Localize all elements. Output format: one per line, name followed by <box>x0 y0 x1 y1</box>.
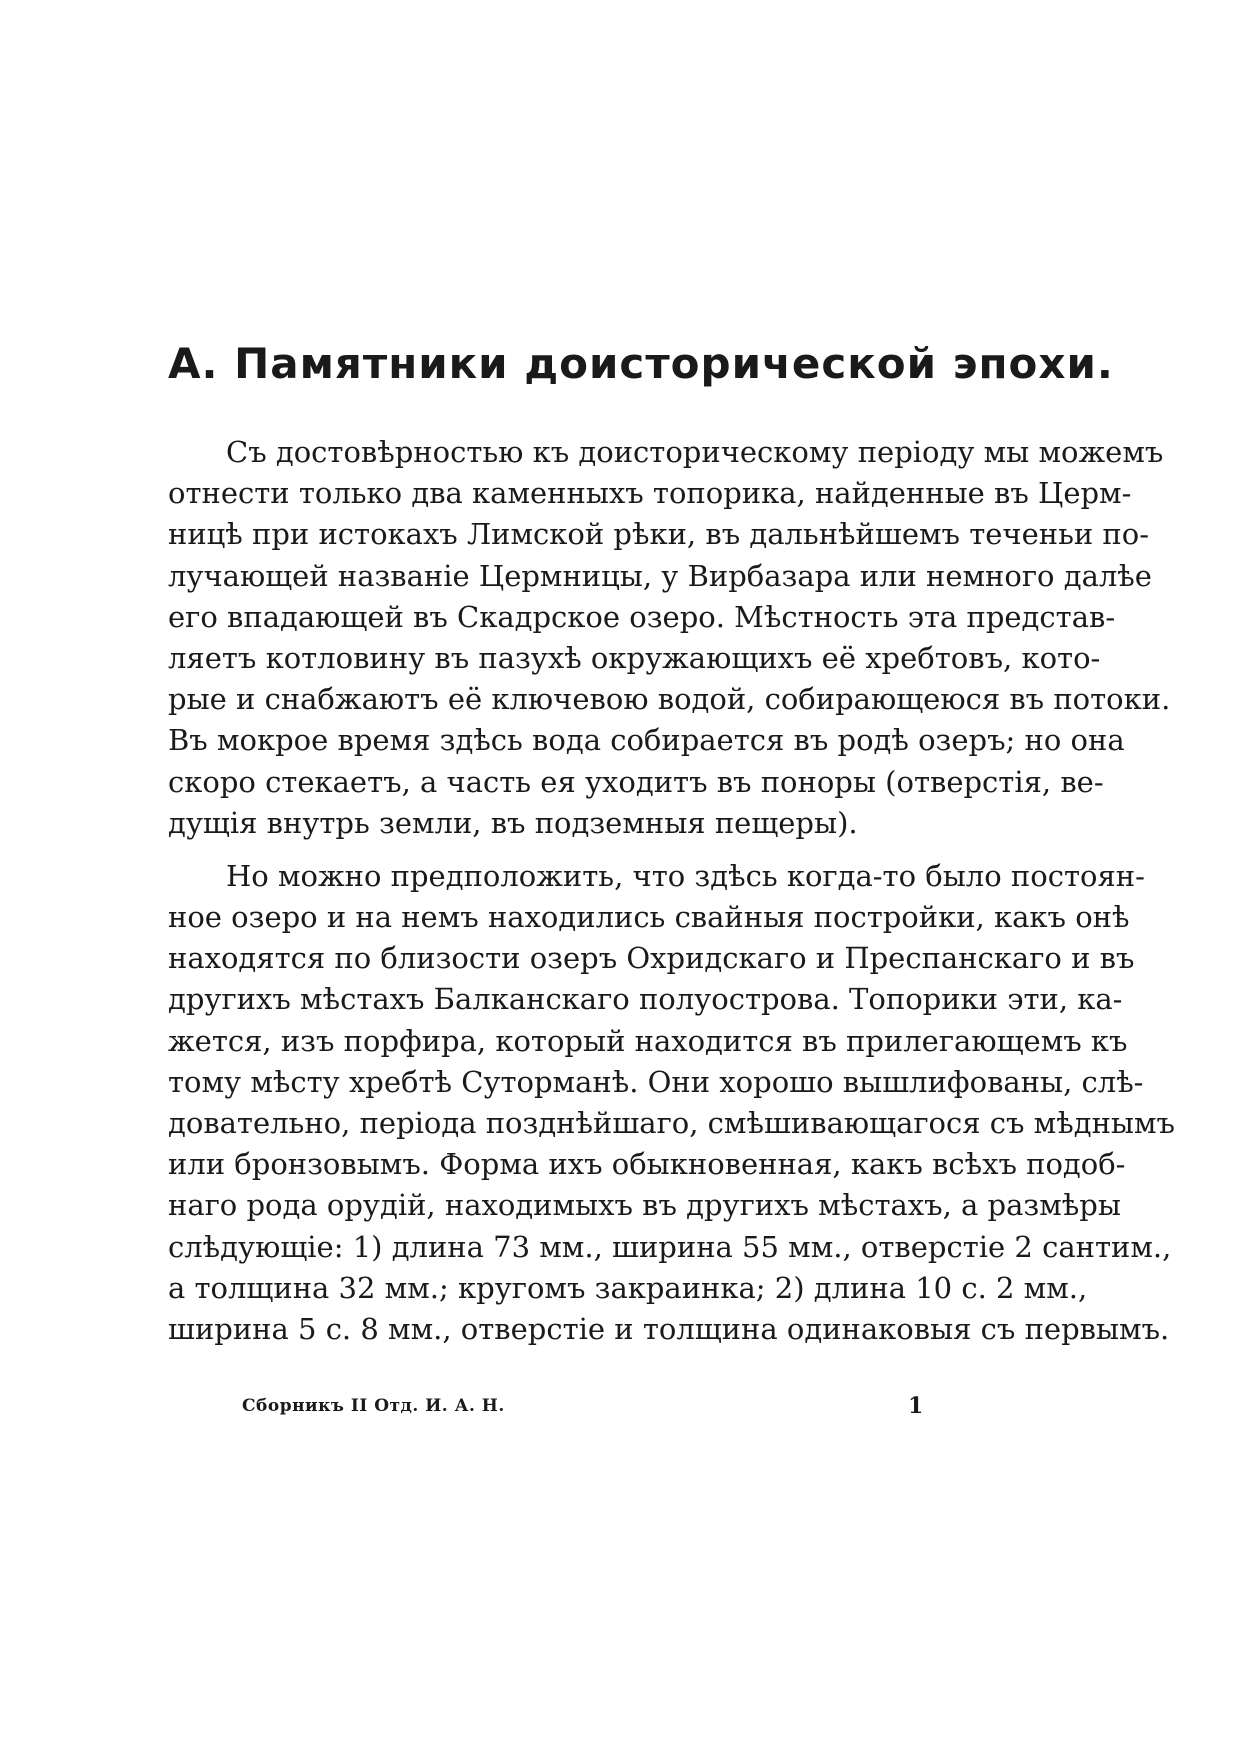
text-line: ляетъ котловину въ пазухѣ окружающихъ её хребтовъ, кото- <box>168 640 1101 675</box>
paragraph-spacer <box>168 844 1073 856</box>
paragraph <box>168 432 1171 844</box>
text-line: ширина 5 с. 8 мм., отверстіе и толщина одинаковыя съ первымъ. <box>168 1311 1170 1346</box>
text-line: наго рода орудій, находимыхъ въ другихъ мѣстахъ, а размѣры <box>168 1188 1121 1223</box>
signature-mark: Сборникъ II Отд. И. А. Н. <box>242 1396 505 1416</box>
body-text <box>168 432 1175 1350</box>
text-line: его впадающей въ Скадрское озеро. Мѣстность эта представ- <box>168 599 1116 634</box>
page-number: 1 <box>908 1393 924 1419</box>
text-line: рые и снабжаютъ её ключевою водой, собирающеюся въ потоки. <box>168 682 1171 717</box>
text-line: дущія внутрь земли, въ подземныя пещеры). <box>168 805 858 840</box>
text-line: довательно, періода позднѣйшаго, смѣшивающагося съ мѣднымъ <box>168 1106 1175 1140</box>
text-line: другихъ мѣстахъ Балканскаго полуострова. Топорики эти, ка- <box>168 982 1123 1017</box>
page-footer <box>242 1392 942 1422</box>
text-line: Въ мокрое время здѣсь вода собирается въ родѣ озеръ; но она <box>168 723 1125 758</box>
text-line: ницѣ при истокахъ Лимской рѣки, въ дальнѣйшемъ теченьи по- <box>168 517 1150 552</box>
text-line: ное озеро и на немъ находились свайныя постройки, какъ онѣ <box>168 900 1130 935</box>
text-line: скоро стекаетъ, а часть ея уходитъ въ поноры (отверстія, ве- <box>168 764 1104 799</box>
text-line: а толщина 32 мм.; кругомъ закраинка; 2) длина 10 с. 2 мм., <box>168 1270 1088 1305</box>
text-line: находятся по близости озеръ Охридскаго и Преспанскаго и въ <box>168 941 1135 976</box>
text-line: отнести только два каменныхъ топорика, найденные въ Церм- <box>168 476 1132 511</box>
text-line: слѣдующіе: 1) длина 73 мм., ширина 55 мм., отверстіе 2 сантим., <box>168 1229 1172 1264</box>
paragraph <box>168 856 1175 1350</box>
text-line: или бронзовымъ. Форма ихъ обыкновенная, какъ всѣхъ подоб- <box>168 1147 1126 1182</box>
text-line: жется, изъ порфира, который находится въ прилегающемъ къ <box>168 1023 1128 1058</box>
text-line: Но можно предположить, что здѣсь когда-то было постоян- <box>226 858 1145 893</box>
text-line: тому мѣсту хребтѣ Суторманѣ. Они хорошо вышлифованы, слѣ- <box>168 1064 1144 1099</box>
text-line: лучающей названіе Цермницы, у Вирбазара или немного далѣе <box>168 558 1152 593</box>
section-heading: А. Памятники доисторической эпохи. <box>168 339 1114 388</box>
text-line: Съ достовѣрностью къ доисторическому періоду мы можемъ <box>226 435 1164 469</box>
